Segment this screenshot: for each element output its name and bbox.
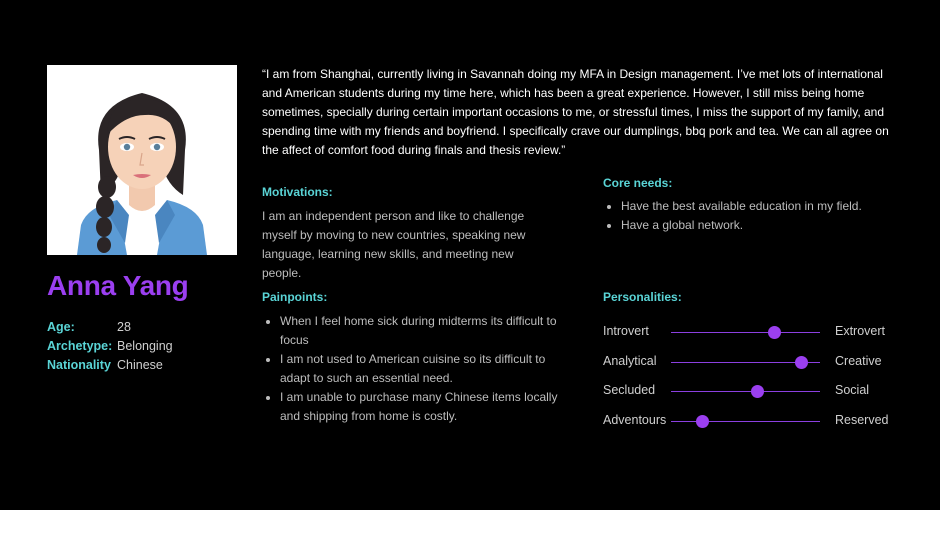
list-item: • Have a global network. bbox=[621, 216, 911, 235]
detail-archetype bbox=[47, 337, 173, 356]
personality-slider[interactable] bbox=[603, 411, 903, 431]
persona-illustration bbox=[47, 65, 237, 255]
list-item: • Have the best available education in my field. bbox=[621, 197, 911, 216]
detail-nationality bbox=[47, 356, 173, 375]
slider-right-label: Extrovert bbox=[835, 324, 886, 338]
detail-label: Archetype: bbox=[47, 339, 113, 353]
slider-left-label: Adventours bbox=[603, 413, 667, 427]
slider-right-label: Creative bbox=[835, 354, 882, 368]
slider-handle[interactable] bbox=[795, 356, 808, 369]
painpoints-heading: Painpoints: bbox=[262, 290, 328, 304]
persona-details bbox=[47, 318, 173, 375]
detail-value: Belonging bbox=[117, 339, 173, 353]
slider-track[interactable] bbox=[671, 332, 820, 333]
core-needs-list bbox=[603, 197, 911, 235]
list-item: • I am unable to purchase many Chinese items locally and shipping from home is costly. bbox=[280, 388, 562, 426]
persona-name: Anna Yang bbox=[47, 270, 189, 301]
slider-left-label: Analytical bbox=[603, 354, 657, 368]
list-item: • When I feel home sick during midterms its difficult to focus bbox=[280, 312, 562, 350]
slider-track[interactable] bbox=[671, 421, 820, 422]
motivations-heading: Motivations: bbox=[262, 185, 333, 199]
slider-handle[interactable] bbox=[768, 326, 781, 339]
detail-age bbox=[47, 318, 173, 337]
detail-label: Age: bbox=[47, 320, 75, 334]
list-item: • I am not used to American cuisine so its difficult to adapt to such an essential need. bbox=[280, 350, 562, 388]
slider-handle[interactable] bbox=[751, 385, 764, 398]
painpoints-list bbox=[262, 312, 562, 426]
motivations-text: I am an independent person and like to challenge myself by moving to new countries, speaking new language, learning new skills, and meeting new people. bbox=[262, 209, 526, 280]
personalities-heading: Personalities: bbox=[603, 290, 682, 304]
detail-label: Nationality bbox=[47, 358, 111, 372]
slider-left-label: Introvert bbox=[603, 324, 649, 338]
personality-slider[interactable] bbox=[603, 381, 903, 401]
personality-slider[interactable] bbox=[603, 352, 903, 372]
slider-right-label: Reserved bbox=[835, 413, 889, 427]
detail-value: Chinese bbox=[117, 358, 163, 372]
persona-quote: “I am from Shanghai, currently living in Savannah doing my MFA in Design management. I’ve met lots of international and American students during my time here, which has been a great experience. However, I still miss being home sometimes, specially during certain important occasions to me, or stressful times, I miss the support of my family, and spending time with my friends and boyfriend. I specifically crave our dumplings, bbq pork and tea. We can all agree on the affect of comfort food during finals and thesis review.” bbox=[262, 67, 889, 157]
detail-value: 28 bbox=[117, 320, 131, 334]
slider-right-label: Social bbox=[835, 383, 870, 397]
personality-slider[interactable] bbox=[603, 322, 903, 342]
slider-handle[interactable] bbox=[696, 415, 709, 428]
slider-left-label: Secluded bbox=[603, 383, 656, 397]
slider-track[interactable] bbox=[671, 391, 820, 392]
avatar bbox=[47, 65, 237, 255]
core-needs-heading: Core needs: bbox=[603, 176, 673, 190]
